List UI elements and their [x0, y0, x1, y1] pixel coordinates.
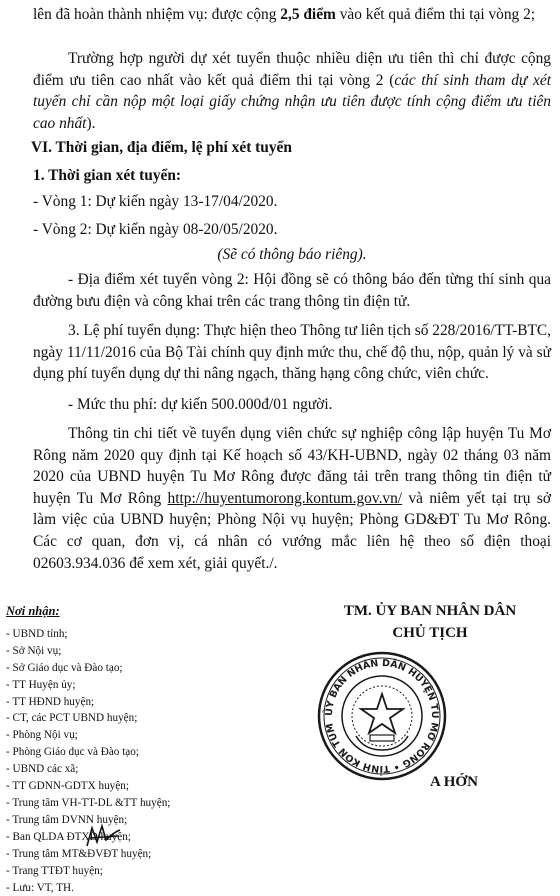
list-item: - TT GDNN-GDTX huyện;: [6, 778, 276, 795]
round-1-date: - Vòng 1: Dự kiến ngày 13-17/04/2020.: [33, 191, 551, 213]
bold-text: 2,5 điểm: [280, 6, 336, 23]
list-item: - Ban QLDA ĐTXD huyện;: [6, 829, 276, 846]
text: và niêm yết tại trụ sở làm việc của UBND huyện; Phòng Nội vụ huyện; Phòng GD&ĐT Tu Mơ Rông. Các cơ quan, đơn vị, cá nhân có vướng mắc liên hệ theo số điện thoại 02603.934.036 để xem xét, giải quyết./.: [33, 490, 551, 572]
paragraph-fee: 3. Lệ phí tuyển dụng: Thực hiện theo Thông tư liên tịch số 228/2016/TT-BTC, ngày 11/11/2016 của Bộ Tài chính quy định mức thu, chế độ thu, nộp, quản lý và sử dụng phí tuyển dụng dự thi nâng ngạch, thăng hạng công chức, viên chức.: [33, 320, 551, 385]
recipients-list: [6, 626, 276, 896]
official-seal-icon: [316, 650, 448, 782]
section-6-heading: VI. Thời gian, địa điểm, lệ phí xét tuyển: [31, 137, 549, 159]
signer-name: A HỚN: [430, 774, 478, 791]
text: Thông tin chi tiết về tuyển dụng viên chức sự nghiệp công lập huyện Tu Mơ Rông năm 2020 quy định tại Kế hoạch số 43/KH-UBND, ngày 02 tháng 03 năm 2020 của UBND huyện Tu Mơ Rông được đăng tải trên trang thông tin điện tử huyện Tu Mơ Rông: [33, 425, 551, 507]
round-2-date: - Vòng 2: Dự kiến ngày 08-20/05/2020.: [33, 219, 551, 241]
paragraph-details: [33, 423, 551, 574]
list-item: - Trung tâm DVNN huyện;: [6, 812, 276, 829]
list-item: - Sở Nội vụ;: [6, 643, 276, 660]
list-item: - Trang TTĐT huyện;: [6, 863, 276, 880]
website-link[interactable]: http://huyentumorong.kontum.gov.vn/: [168, 490, 403, 507]
initials-scribble-icon: [84, 822, 124, 850]
list-item: - Phòng Nội vụ;: [6, 727, 276, 744]
list-item: - TT Huyện ủy;: [6, 677, 276, 694]
seal-text: ỦY BAN NHÂN DÂN HUYỆN TU MƠ RÔNG • TỈNH KON TUM: [322, 658, 440, 775]
signature-org: TM. ỦY BAN NHÂN DÂN: [310, 600, 550, 622]
text: lên đã hoàn thành nhiệm vụ: được cộng: [33, 6, 280, 23]
paragraph-multiple-priority: [33, 48, 551, 134]
text: ).: [86, 115, 95, 132]
recipients-block: [6, 603, 276, 896]
list-item: - Lưu: VT, TH.: [6, 880, 276, 896]
list-item: - CT, các PCT UBND huyện;: [6, 710, 276, 727]
list-item: - UBND các xã;: [6, 761, 276, 778]
list-item: - UBND tỉnh;: [6, 626, 276, 643]
paragraph-priority-points: [33, 4, 551, 26]
list-item: - Phòng Giáo dục và Đào tạo;: [6, 744, 276, 761]
recipients-heading: Nơi nhận:: [6, 603, 60, 620]
list-item: - Sở Giáo dục và Đào tạo;: [6, 660, 276, 677]
list-item: - TT HĐND huyện;: [6, 694, 276, 711]
list-item: - Trung tâm VH-TT-DL &TT huyện;: [6, 795, 276, 812]
fee-amount: - Mức thu phí: dự kiến 500.000đ/01 người.: [33, 394, 551, 416]
signature-title: CHỦ TỊCH: [310, 622, 550, 644]
text: Trường hợp người dự xét tuyển thuộc nhiều diện ưu tiên thì chỉ được cộng điểm ưu tiên cao nhất vào kết quả điểm thi tại vòng 2 (: [33, 50, 551, 89]
text: vào kết quả điểm thi tại vòng 2;: [336, 6, 535, 23]
list-item: - Trung tâm MT&ĐVĐT huyện;: [6, 846, 276, 863]
separate-notice: (Sẽ có thông báo riêng).: [33, 244, 551, 266]
subsection-1-heading: 1. Thời gian xét tuyển:: [33, 165, 551, 187]
paragraph-location: - Địa điểm xét tuyển vòng 2: Hội đồng sẽ có thông báo đến từng thí sinh qua đường bưu điện và công khai trên các trang thông tin điện tử.: [33, 269, 551, 312]
italic-text: các thí sinh tham dự xét tuyển chỉ cần nộp một loại giấy chứng nhận ưu tiên được tính cộng điểm ưu tiên cao nhất: [33, 72, 551, 132]
